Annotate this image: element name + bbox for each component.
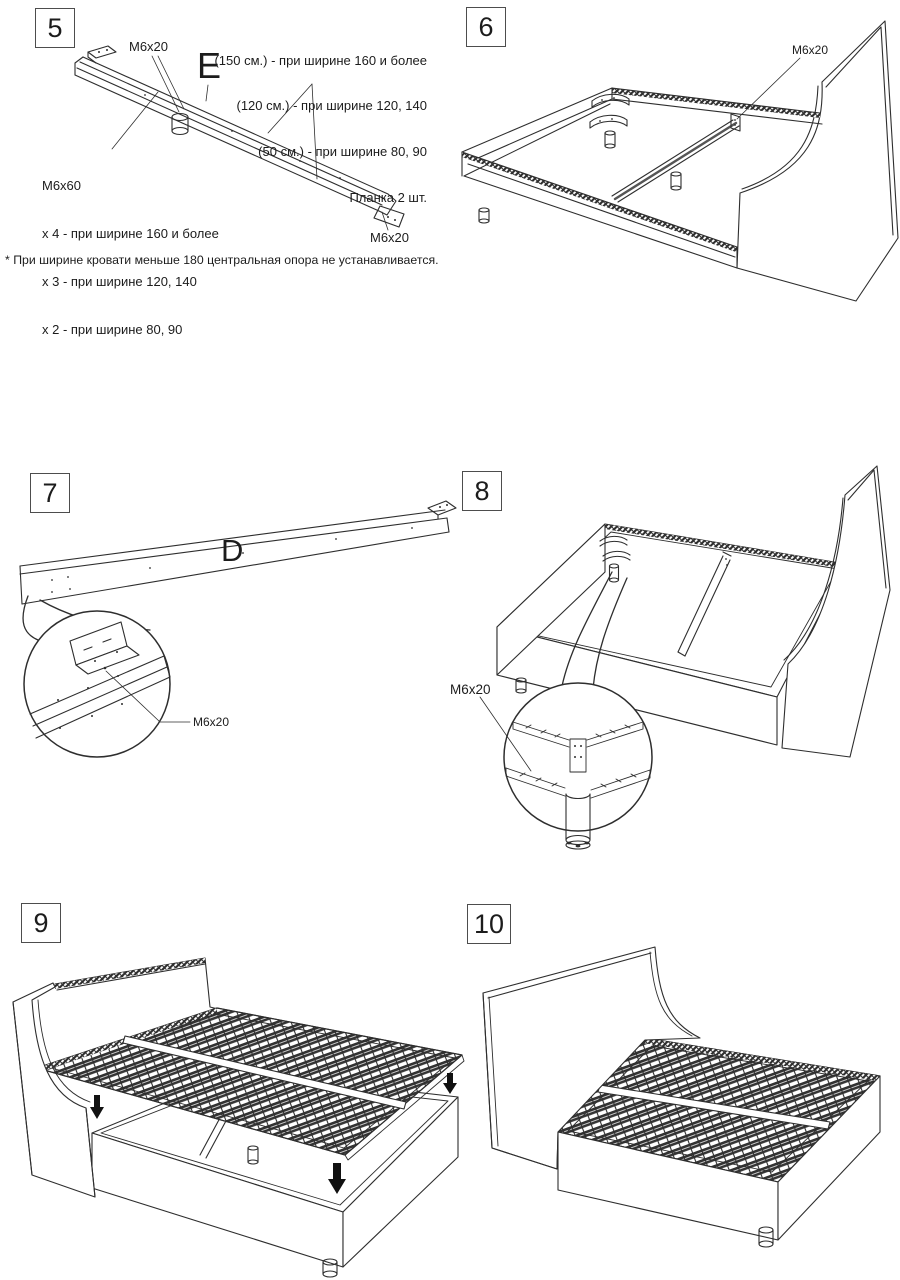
screw-label-m6x20-step5-bottom: M6x20 [370, 230, 410, 245]
screw-label-m6x20-step8: M6x20 [450, 682, 491, 697]
width-footnote: * При ширине кровати меньше 180 центральная опора не устанавливается. [5, 253, 439, 267]
plank-note-line-4: Планка 2 шт. [349, 190, 427, 206]
step-10-number: 10 [467, 904, 511, 944]
part-letter-e: E [197, 45, 222, 86]
step-8-number: 8 [462, 471, 502, 511]
step-7-number: 7 [30, 473, 70, 513]
screw-label-m6x20-step7: M6x20 [193, 715, 230, 729]
bolt-note-line-2: x 4 - при ширине 160 и более [42, 226, 219, 241]
bed-step6-drawing [462, 21, 898, 301]
step-6-number: 6 [466, 7, 506, 47]
bolt-note-line-3: x 3 - при ширине 120, 140 [42, 274, 197, 289]
screw-label-m6x20-step5-top: M6x20 [129, 39, 169, 54]
plank-note-line-1: (150 см.) - при ширине 160 и более [214, 52, 427, 68]
bed-step8-drawing [480, 466, 890, 849]
bolt-note-line-1: M6x60 [42, 178, 82, 193]
plank-note-line-3: (50 см.) - при ширине 80, 90 [258, 144, 427, 160]
plank-note-line-2: (120 см.) - при ширине 120, 140 [236, 98, 427, 114]
bed-step9-drawing [13, 958, 464, 1277]
bed-step10-drawing [483, 947, 880, 1247]
part-letter-d: D [221, 533, 244, 568]
step-5-number: 5 [35, 8, 75, 48]
screw-label-m6x20-step6: M6x20 [792, 43, 829, 57]
bolt-note-line-4: x 2 - при ширине 80, 90 [42, 322, 183, 337]
step-9-number: 9 [21, 903, 61, 943]
